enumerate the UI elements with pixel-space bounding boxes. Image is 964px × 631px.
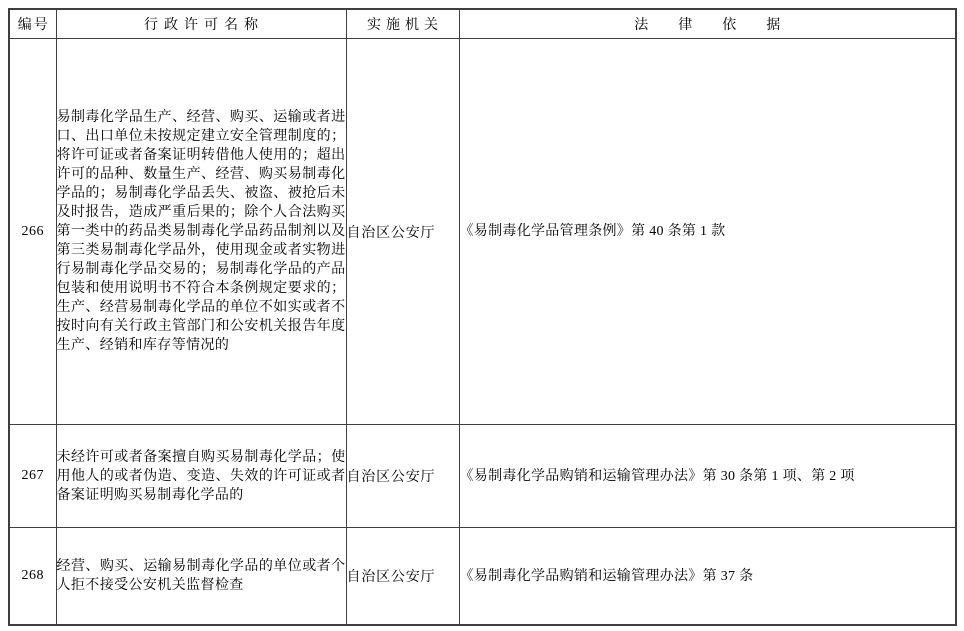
column-header-id: 编号 (9, 9, 56, 39)
permit-name-cell: 未经许可或者备案擅自购买易制毒化学品；使用他人的或者伪造、变造、失效的许可证或者备案证明购买易制毒化学品的 (56, 425, 346, 528)
row-id-cell: 267 (9, 425, 56, 528)
permit-name-cell: 经营、购买、运输易制毒化学品的单位或者个人拒不接受公安机关监督检查 (56, 528, 346, 626)
column-header-legal: 法律依据 (459, 9, 956, 39)
agency-cell: 自治区公安厅 (346, 528, 459, 626)
administrative-permits-table (8, 8, 957, 626)
table-row (9, 39, 956, 425)
table-row (9, 528, 956, 626)
column-header-name: 行政许可名称 (56, 9, 346, 39)
table-header-row (9, 9, 956, 39)
permit-name-cell: 易制毒化学品生产、经营、购买、运输或者进口、出口单位未按规定建立安全管理制度的；将许可证或者备案证明转借他人使用的；超出许可的品种、数量生产、经营、购买易制毒化学品的；易制毒化学品丢失、被盗、被抢后未及时报告，造成严重后果的；除个人合法购买第一类中的药品类易制毒化学品药品制剂以及第三类易制毒化学品外，使用现金或者实物进行易制毒化学品交易的；易制毒化学品的产品包装和使用说明书不符合本条例规定要求的；生产、经营易制毒化学品的单位不如实或者不按时向有关行政主管部门和公安机关报告年度生产、经销和库存等情况的 (56, 39, 346, 425)
legal-basis-cell: 《易制毒化学品购销和运输管理办法》第 37 条 (459, 528, 956, 626)
row-id-cell: 268 (9, 528, 56, 626)
row-id-cell: 266 (9, 39, 56, 425)
agency-cell: 自治区公安厅 (346, 425, 459, 528)
legal-basis-cell: 《易制毒化学品管理条例》第 40 条第 1 款 (459, 39, 956, 425)
table-row (9, 425, 956, 528)
legal-basis-cell: 《易制毒化学品购销和运输管理办法》第 30 条第 1 项、第 2 项 (459, 425, 956, 528)
agency-cell: 自治区公安厅 (346, 39, 459, 425)
column-header-agency: 实施机关 (346, 9, 459, 39)
